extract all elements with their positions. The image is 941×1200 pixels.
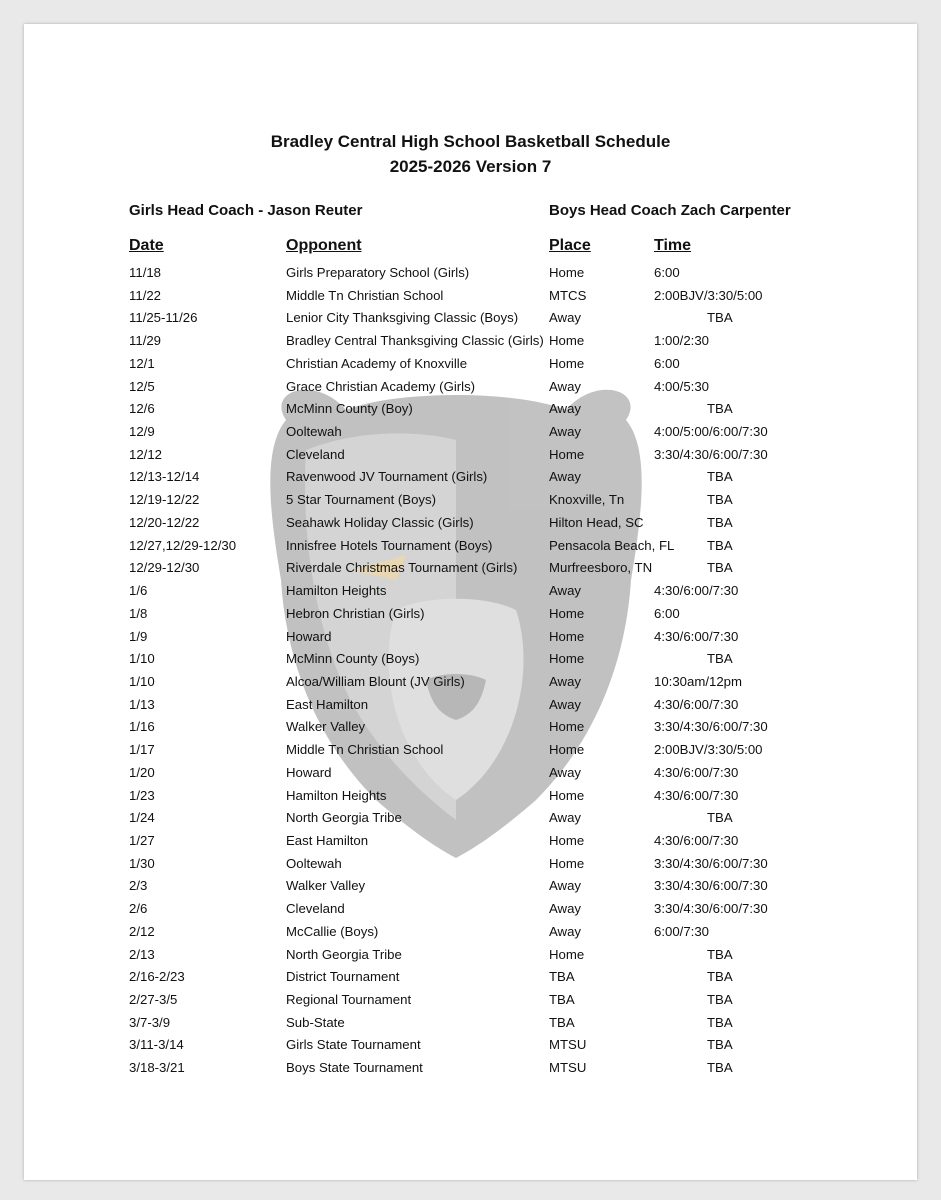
table-row xyxy=(24,852,917,875)
table-row xyxy=(24,874,917,897)
table-row xyxy=(24,1011,917,1034)
column-header-time: Time xyxy=(654,237,692,254)
game-date: 11/29 xyxy=(129,333,162,349)
game-date: 2/16-2/23 xyxy=(129,969,185,985)
table-row xyxy=(24,465,917,488)
game-opponent: Innisfree Hotels Tournament (Boys) xyxy=(286,537,493,553)
game-opponent: McMinn County (Boys) xyxy=(286,651,420,667)
game-place: MTSU xyxy=(549,1037,587,1053)
game-date: 3/11-3/14 xyxy=(129,1037,184,1053)
game-place: Away xyxy=(549,696,582,712)
table-row xyxy=(24,784,917,807)
game-date: 12/19-12/22 xyxy=(129,492,200,508)
table-row xyxy=(24,738,917,761)
table-row xyxy=(24,556,917,579)
game-place: Hilton Head, SC xyxy=(549,514,644,530)
game-place: Away xyxy=(549,469,582,485)
schedule-table xyxy=(24,261,917,1079)
game-place: Home xyxy=(549,742,585,758)
game-time: TBA xyxy=(707,1014,733,1030)
table-row xyxy=(24,988,917,1011)
game-opponent: Walker Valley xyxy=(286,719,366,735)
game-time: 6:00 xyxy=(654,355,680,371)
game-date: 11/18 xyxy=(129,265,162,280)
game-opponent: Walker Valley xyxy=(286,878,366,894)
game-date: 12/20-12/22 xyxy=(129,514,200,530)
game-date: 2/3 xyxy=(129,878,148,894)
table-row xyxy=(24,920,917,943)
table-row xyxy=(24,329,917,352)
game-time: 4:00/5:00/6:00/7:30 xyxy=(654,424,768,440)
column-header-date: Date xyxy=(129,237,164,254)
girls-head-coach: Girls Head Coach - Jason Reuter xyxy=(129,202,363,219)
table-row xyxy=(24,375,917,398)
game-opponent: Regional Tournament xyxy=(286,992,412,1007)
game-place: MTSU xyxy=(549,1060,587,1076)
game-date: 1/16 xyxy=(129,719,155,735)
game-date: 12/6 xyxy=(129,401,155,417)
game-time: 3:30/4:30/6:00/7:30 xyxy=(654,719,768,735)
game-place: Pensacola Beach, FL xyxy=(549,537,675,553)
game-opponent: East Hamilton xyxy=(286,832,369,848)
game-opponent: East Hamilton xyxy=(286,696,369,712)
game-place: MTCS xyxy=(549,287,587,303)
game-time: TBA xyxy=(707,992,733,1007)
table-row xyxy=(24,715,917,738)
game-date: 12/9 xyxy=(129,424,155,440)
game-date: 11/22 xyxy=(129,287,162,303)
game-opponent: Grace Christian Academy (Girls) xyxy=(286,378,476,394)
game-date: 1/10 xyxy=(129,651,155,667)
game-time: TBA xyxy=(707,560,733,576)
table-row xyxy=(24,897,917,920)
game-time: 6:00 xyxy=(654,265,680,280)
game-place: Away xyxy=(549,764,582,780)
table-row xyxy=(24,511,917,534)
table-row xyxy=(24,352,917,375)
game-opponent: 5 Star Tournament (Boys) xyxy=(286,492,437,508)
column-header-opponent: Opponent xyxy=(286,237,362,254)
game-place: Knoxville, Tn xyxy=(549,492,625,508)
game-time: 4:30/6:00/7:30 xyxy=(654,628,739,644)
game-time: TBA xyxy=(707,969,733,985)
game-date: 11/25-11/26 xyxy=(129,310,198,326)
table-row xyxy=(24,943,917,966)
game-opponent: Cleveland xyxy=(286,446,345,462)
game-opponent: Howard xyxy=(286,628,332,644)
game-opponent: Alcoa/William Blount (JV Girls) xyxy=(286,673,465,689)
game-time: 4:30/6:00/7:30 xyxy=(654,764,739,780)
game-date: 2/27-3/5 xyxy=(129,992,178,1007)
game-opponent: Lenior City Thanksgiving Classic (Boys) xyxy=(286,310,519,326)
game-date: 1/13 xyxy=(129,696,155,712)
game-date: 12/29-12/30 xyxy=(129,560,200,576)
table-row xyxy=(24,420,917,443)
game-opponent: Sub-State xyxy=(286,1014,345,1030)
table-row xyxy=(24,397,917,420)
game-place: Away xyxy=(549,878,582,894)
game-place: Away xyxy=(549,310,582,326)
game-place: Away xyxy=(549,901,582,917)
game-place: Home xyxy=(549,855,585,871)
game-opponent: Girls State Tournament xyxy=(286,1037,421,1053)
table-row xyxy=(24,443,917,466)
game-time: TBA xyxy=(707,401,733,417)
game-place: Away xyxy=(549,401,582,417)
game-place: TBA xyxy=(549,992,575,1007)
game-date: 12/1 xyxy=(129,355,155,371)
table-row xyxy=(24,693,917,716)
game-place: Home xyxy=(549,719,585,735)
game-time: 10:30am/12pm xyxy=(654,673,742,689)
game-opponent: Howard xyxy=(286,764,332,780)
game-opponent: Christian Academy of Knoxville xyxy=(286,355,468,371)
game-time: TBA xyxy=(707,1060,733,1076)
game-date: 12/13-12/14 xyxy=(129,469,200,485)
game-time: 3:30/4:30/6:00/7:30 xyxy=(654,878,768,894)
table-row xyxy=(24,261,917,284)
game-place: Away xyxy=(549,810,582,826)
game-date: 3/18-3/21 xyxy=(129,1060,185,1076)
game-time: TBA xyxy=(707,1037,733,1053)
game-time: 4:00/5:30 xyxy=(654,378,709,394)
game-time: TBA xyxy=(707,514,733,530)
schedule-document xyxy=(24,24,917,1180)
table-row xyxy=(24,670,917,693)
game-date: 12/5 xyxy=(129,378,155,394)
game-time: 3:30/4:30/6:00/7:30 xyxy=(654,901,768,917)
game-time: TBA xyxy=(707,946,733,962)
game-time: TBA xyxy=(707,492,733,508)
game-opponent: District Tournament xyxy=(286,969,400,985)
table-row xyxy=(24,647,917,670)
game-opponent: North Georgia Tribe xyxy=(286,810,402,826)
game-time: 6:00 xyxy=(654,605,680,621)
game-opponent: Cleveland xyxy=(286,901,345,917)
game-date: 3/7-3/9 xyxy=(129,1014,171,1030)
column-header-place: Place xyxy=(549,237,591,254)
game-opponent: Ooltewah xyxy=(286,855,342,871)
game-opponent: Bradley Central Thanksgiving Classic (Girls) xyxy=(286,333,544,349)
game-date: 12/27,12/29-12/30 xyxy=(129,537,237,553)
game-place: Home xyxy=(549,651,585,667)
game-opponent: Middle Tn Christian School xyxy=(286,742,444,758)
game-place: Away xyxy=(549,583,582,599)
game-place: TBA xyxy=(549,969,575,985)
game-time: TBA xyxy=(707,651,733,667)
table-row xyxy=(24,761,917,784)
game-place: Home xyxy=(549,832,585,848)
table-row xyxy=(24,625,917,648)
game-date: 1/20 xyxy=(129,764,155,780)
game-date: 1/23 xyxy=(129,787,155,803)
game-place: Away xyxy=(549,378,582,394)
table-row xyxy=(24,284,917,307)
document-subtitle: 2025-2026 Version 7 xyxy=(389,157,552,176)
game-date: 1/10 xyxy=(129,673,155,689)
game-place: Away xyxy=(549,424,582,440)
game-time: TBA xyxy=(707,537,733,553)
game-opponent: McMinn County (Boy) xyxy=(286,401,413,417)
game-place: Home xyxy=(549,333,585,349)
game-place: Away xyxy=(549,673,582,689)
game-opponent: Ooltewah xyxy=(286,424,342,440)
game-place: Home xyxy=(549,946,585,962)
table-row xyxy=(24,534,917,557)
game-date: 2/6 xyxy=(129,901,148,917)
table-row xyxy=(24,1056,917,1079)
game-place: Home xyxy=(549,446,585,462)
game-time: 1:00/2:30 xyxy=(654,333,709,349)
game-date: 2/13 xyxy=(129,946,155,962)
game-place: Murfreesboro, TN xyxy=(549,560,653,576)
boys-head-coach: Boys Head Coach Zach Carpenter xyxy=(549,202,791,219)
game-time: 2:00BJV/3:30/5:00 xyxy=(654,742,763,758)
game-place: Home xyxy=(549,605,585,621)
game-place: Home xyxy=(549,265,585,280)
game-date: 2/12 xyxy=(129,923,155,939)
table-row xyxy=(24,579,917,602)
game-opponent: Hebron Christian (Girls) xyxy=(286,605,425,621)
game-time: 4:30/6:00/7:30 xyxy=(654,696,739,712)
game-time: 3:30/4:30/6:00/7:30 xyxy=(654,446,768,462)
game-place: Home xyxy=(549,787,585,803)
game-opponent: Middle Tn Christian School xyxy=(286,287,444,303)
table-row xyxy=(24,965,917,988)
game-opponent: Riverdale Christmas Tournament (Girls) xyxy=(286,560,518,576)
game-date: 1/9 xyxy=(129,628,148,644)
game-date: 1/17 xyxy=(129,742,155,758)
game-place: Away xyxy=(549,923,582,939)
game-date: 1/30 xyxy=(129,855,155,871)
game-time: 2:00BJV/3:30/5:00 xyxy=(654,287,763,303)
game-time: 4:30/6:00/7:30 xyxy=(654,583,739,599)
game-opponent: Ravenwood JV Tournament (Girls) xyxy=(286,469,488,485)
table-row xyxy=(24,829,917,852)
game-time: 4:30/6:00/7:30 xyxy=(654,832,739,848)
game-time: TBA xyxy=(707,310,733,326)
game-opponent: Seahawk Holiday Classic (Girls) xyxy=(286,514,474,530)
game-opponent: North Georgia Tribe xyxy=(286,946,402,962)
table-row xyxy=(24,306,917,329)
game-opponent: Hamilton Heights xyxy=(286,583,387,599)
game-place: Home xyxy=(549,355,585,371)
game-place: TBA xyxy=(549,1014,575,1030)
game-date: 1/24 xyxy=(129,810,155,826)
game-date: 1/8 xyxy=(129,605,148,621)
game-date: 1/27 xyxy=(129,832,155,848)
game-opponent: Boys State Tournament xyxy=(286,1060,423,1076)
table-row xyxy=(24,488,917,511)
game-time: TBA xyxy=(707,810,733,826)
game-time: TBA xyxy=(707,469,733,485)
game-opponent: Hamilton Heights xyxy=(286,787,387,803)
game-place: Home xyxy=(549,628,585,644)
document-title: Bradley Central High School Basketball Schedule xyxy=(270,132,671,151)
table-row xyxy=(24,806,917,829)
game-time: 3:30/4:30/6:00/7:30 xyxy=(654,855,768,871)
game-date: 1/6 xyxy=(129,583,148,599)
game-opponent: Girls Preparatory School (Girls) xyxy=(286,265,470,280)
game-time: 4:30/6:00/7:30 xyxy=(654,787,739,803)
table-row xyxy=(24,1033,917,1056)
game-opponent: McCallie (Boys) xyxy=(286,923,379,939)
game-date: 12/12 xyxy=(129,446,163,462)
game-time: 6:00/7:30 xyxy=(654,923,709,939)
table-row xyxy=(24,602,917,625)
